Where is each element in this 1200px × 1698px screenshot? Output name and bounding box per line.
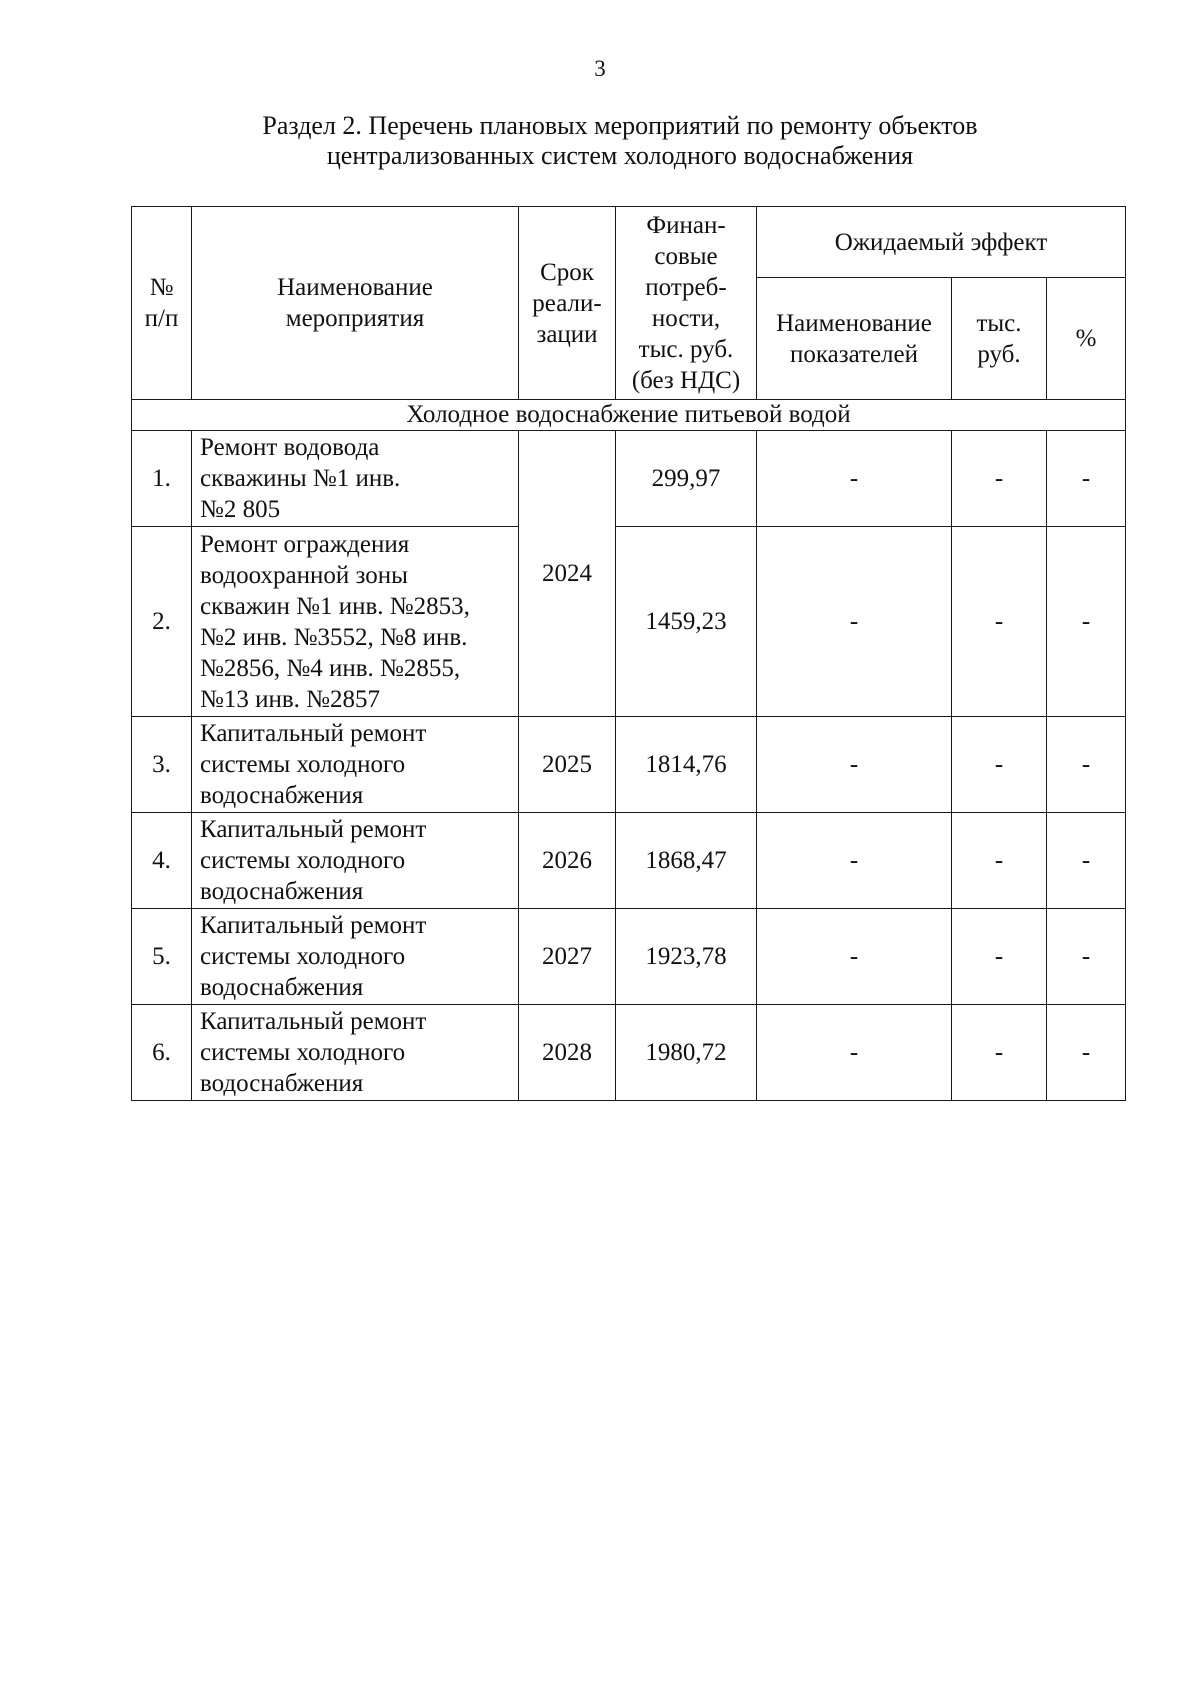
header-thousand: тыс. руб.: [952, 278, 1047, 400]
table-row: [132, 527, 1126, 717]
table-row: [132, 431, 1126, 527]
row-percent: -: [1047, 527, 1126, 717]
row-name: Капитальный ремонт системы холодного водоснабжения: [192, 813, 519, 909]
row-term: 2027: [519, 909, 616, 1005]
row-percent: -: [1047, 431, 1126, 527]
row-finance: 1814,76: [616, 717, 757, 813]
row-finance: 1459,23: [616, 527, 757, 717]
table-row: [132, 717, 1126, 813]
row-num: 1.: [132, 431, 192, 527]
section-heading: [120, 111, 1120, 171]
row-term: 2025: [519, 717, 616, 813]
header-num: № п/п: [132, 207, 192, 400]
row-indicator: -: [757, 431, 952, 527]
row-indicator: -: [757, 717, 952, 813]
row-num: 2.: [132, 527, 192, 717]
row-thousand: -: [952, 813, 1047, 909]
header-effect: Ожидаемый эффект: [757, 207, 1126, 278]
heading-line-1: Раздел 2. Перечень плановых мероприятий по ремонту объектов: [262, 111, 978, 140]
row-thousand: -: [952, 527, 1047, 717]
row-percent: -: [1047, 813, 1126, 909]
row-name: Капитальный ремонт системы холодного водоснабжения: [192, 717, 519, 813]
header-term: Срок реали- зации: [519, 207, 616, 400]
header-finance: Финан- совые потреб- ности, тыс. руб. (без НДС): [616, 207, 757, 400]
row-num: 3.: [132, 717, 192, 813]
row-num: 4.: [132, 813, 192, 909]
row-finance: 1980,72: [616, 1005, 757, 1101]
header-name: Наименование мероприятия: [192, 207, 519, 400]
row-name: Капитальный ремонт системы холодного водоснабжения: [192, 909, 519, 1005]
row-percent: -: [1047, 1005, 1126, 1101]
row-indicator: -: [757, 1005, 952, 1101]
header-indicators: Наименование показателей: [757, 278, 952, 400]
table-row: [132, 1005, 1126, 1101]
row-thousand: -: [952, 909, 1047, 1005]
row-term: 2028: [519, 1005, 616, 1101]
row-indicator: -: [757, 909, 952, 1005]
row-finance: 1923,78: [616, 909, 757, 1005]
row-indicator: -: [757, 527, 952, 717]
measures-table: [131, 206, 1126, 1101]
row-name: Ремонт ограждения водоохранной зоны скважин №1 инв. №2853, №2 инв. №3552, №8 инв. №2856, №4 инв. №2855, №13 инв. №2857: [192, 527, 519, 717]
row-percent: -: [1047, 909, 1126, 1005]
table-row: [132, 909, 1126, 1005]
row-thousand: -: [952, 431, 1047, 527]
row-num: 5.: [132, 909, 192, 1005]
row-name: Капитальный ремонт системы холодного водоснабжения: [192, 1005, 519, 1101]
row-indicator: -: [757, 813, 952, 909]
row-finance: 1868,47: [616, 813, 757, 909]
section-caption: Холодное водоснабжение питьевой водой: [132, 400, 1126, 431]
row-thousand: -: [952, 717, 1047, 813]
row-name: Ремонт водовода скважины №1 инв. №2 805: [192, 431, 519, 527]
row-percent: -: [1047, 717, 1126, 813]
row-term: 2024: [519, 431, 616, 717]
row-finance: 299,97: [616, 431, 757, 527]
row-term: 2026: [519, 813, 616, 909]
header-percent: %: [1047, 278, 1126, 400]
table-row: [132, 813, 1126, 909]
row-thousand: -: [952, 1005, 1047, 1101]
heading-line-2: централизованных систем холодного водоснабжения: [326, 141, 914, 170]
row-num: 6.: [132, 1005, 192, 1101]
page-number: 3: [594, 56, 606, 81]
